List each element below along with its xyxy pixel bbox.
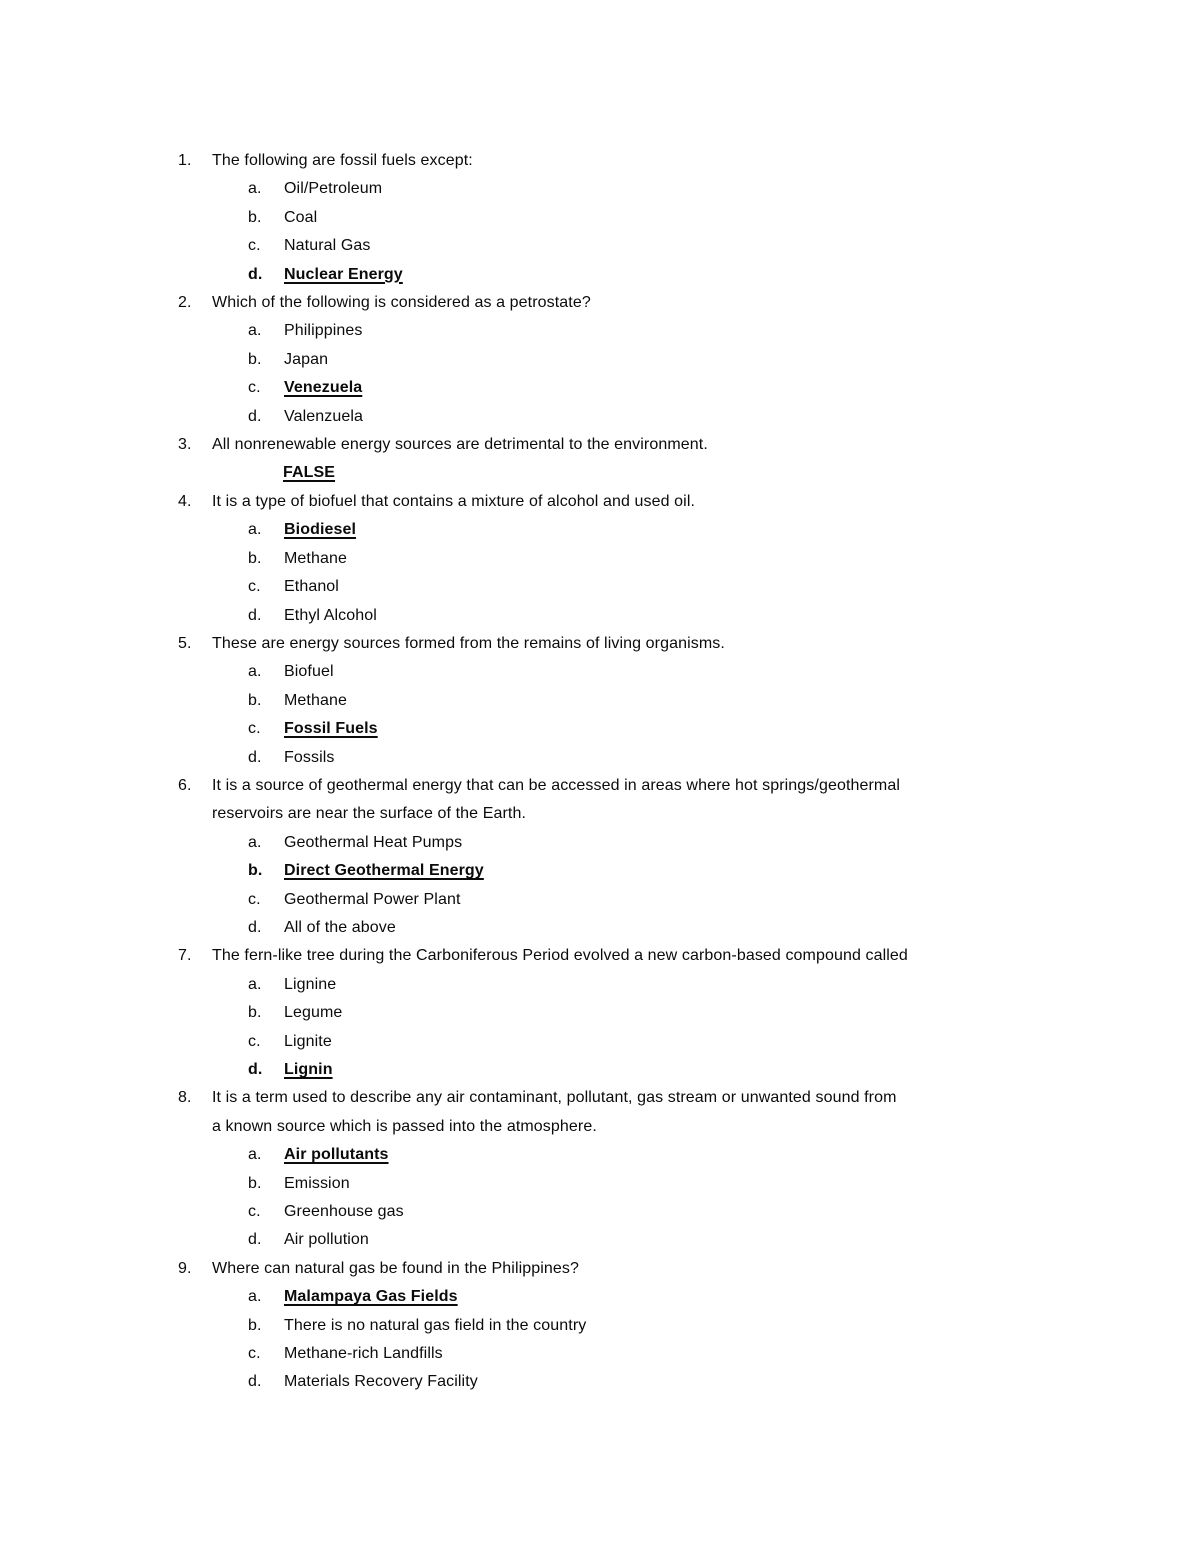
- option-text: Valenzuela: [284, 407, 363, 425]
- option-letter: b.: [248, 1004, 262, 1022]
- option-letter: c.: [248, 1203, 261, 1221]
- question-number: 1.: [178, 152, 192, 169]
- question-text: [212, 630, 1078, 658]
- question-row: [178, 942, 1078, 970]
- options: [178, 829, 1078, 943]
- option-text: Geothermal Heat Pumps: [284, 833, 463, 851]
- option-row: [248, 602, 1078, 630]
- option-letter: d.: [248, 748, 262, 766]
- option-text: Lignite: [284, 1032, 332, 1050]
- question-row: [178, 289, 1078, 317]
- option-text: Geothermal Power Plant: [284, 890, 461, 908]
- option-text: Materials Recovery Facility: [284, 1373, 478, 1391]
- option-text: Fossil Fuels: [284, 720, 378, 738]
- option-letter: d.: [248, 1231, 262, 1249]
- option-text: Coal: [284, 208, 318, 226]
- option-text: Biodiesel: [284, 521, 357, 539]
- option-text: Ethyl Alcohol: [284, 606, 377, 624]
- question-number: 4.: [178, 492, 192, 510]
- question-item: [178, 942, 1078, 1084]
- question-item: [178, 630, 1078, 772]
- option-letter: c.: [248, 720, 261, 738]
- option-letter: a.: [248, 1146, 262, 1164]
- question-row: [178, 1255, 1078, 1283]
- question-text-line: Which of the following is considered as a petrostate?: [212, 294, 591, 312]
- question-row: [178, 630, 1078, 658]
- options: [178, 317, 1078, 431]
- question-row: [178, 431, 1078, 459]
- option-letter: c.: [248, 379, 261, 397]
- question-row: [178, 488, 1078, 516]
- option-letter: a.: [248, 833, 262, 851]
- option-letter: c.: [248, 578, 261, 596]
- option-row: [248, 1198, 1078, 1226]
- question-text-line: The fern-like tree during the Carboniferous Period evolved a new carbon-based compound called: [212, 947, 908, 965]
- option-letter: a.: [248, 1288, 262, 1306]
- option-text: There is no natural gas field in the country: [284, 1316, 587, 1334]
- option-letter: c.: [248, 1345, 261, 1363]
- option-text: Air pollutants: [284, 1146, 389, 1164]
- question-number: 5.: [178, 634, 192, 652]
- question-number: 9.: [178, 1259, 192, 1277]
- options: [178, 175, 1078, 289]
- option-row: [248, 346, 1078, 374]
- option-letter: c.: [248, 237, 261, 255]
- option-text: Lignine: [284, 975, 337, 993]
- option-row: [248, 999, 1078, 1027]
- question-item: [178, 289, 1078, 431]
- option-row: [248, 573, 1078, 601]
- option-letter: d.: [248, 1373, 262, 1391]
- question-text: [212, 147, 1078, 175]
- options: [178, 658, 1078, 772]
- option-row: [248, 857, 1078, 885]
- option-letter: a.: [248, 663, 262, 681]
- question-text-line: These are energy sources formed from the remains of living organisms.: [212, 634, 725, 652]
- question-text-line: Where can natural gas be found in the Philippines?: [212, 1259, 580, 1277]
- option-row: [248, 829, 1078, 857]
- option-letter: b.: [248, 1316, 262, 1334]
- option-row: [248, 886, 1078, 914]
- question-number: 8.: [178, 1089, 192, 1107]
- option-row: [248, 1312, 1078, 1340]
- option-letter: a.: [248, 180, 262, 198]
- option-text: Oil/Petroleum: [284, 180, 383, 198]
- question-text: [212, 1255, 1078, 1283]
- option-text: Air pollution: [284, 1231, 369, 1249]
- question-item: [178, 147, 1078, 289]
- option-text: Legume: [284, 1004, 343, 1022]
- option-letter: d.: [248, 606, 262, 624]
- option-text: Natural Gas: [284, 237, 371, 255]
- option-letter: d.: [248, 265, 263, 283]
- question-text-line: It is a type of biofuel that contains a mixture of alcohol and used oil.: [212, 492, 696, 510]
- option-text: Biofuel: [284, 663, 334, 681]
- options: [178, 1141, 1078, 1255]
- option-row: [248, 374, 1078, 402]
- option-row: [248, 403, 1078, 431]
- question-number: 7.: [178, 947, 192, 965]
- question-list: [178, 147, 1078, 1397]
- option-text: Ethanol: [284, 578, 339, 596]
- option-row: [248, 687, 1078, 715]
- options: [178, 971, 1078, 1085]
- question-text: [212, 488, 1078, 516]
- option-letter: b.: [248, 350, 262, 368]
- option-letter: b.: [248, 862, 263, 880]
- option-row: [248, 1141, 1078, 1169]
- option-row: [248, 1170, 1078, 1198]
- question-text-line: All nonrenewable energy sources are detrimental to the environment.: [212, 436, 708, 454]
- options: [178, 1283, 1078, 1397]
- option-row: [248, 914, 1078, 942]
- question-number: 3.: [178, 436, 192, 454]
- option-letter: a.: [248, 521, 262, 539]
- question-text: [212, 772, 1078, 829]
- option-row: [248, 232, 1078, 260]
- option-letter: b.: [248, 208, 262, 226]
- true-false-answer: FALSE: [283, 464, 336, 482]
- option-row: [248, 545, 1078, 573]
- option-text: Venezuela: [284, 379, 363, 397]
- option-row: [248, 1368, 1078, 1396]
- question-text-line: The following are fossil fuels except:: [212, 152, 473, 169]
- option-letter: b.: [248, 1174, 262, 1192]
- question-text-line: It is a source of geothermal energy that can be accessed in areas where hot springs/geothermal: [212, 776, 901, 794]
- question-number: 2.: [178, 294, 192, 312]
- option-letter: a.: [248, 322, 262, 340]
- question-text: [212, 289, 1078, 317]
- option-text: Methane-rich Landfills: [284, 1345, 443, 1363]
- option-text: Malampaya Gas Fields: [284, 1288, 458, 1306]
- question-item: [178, 772, 1078, 942]
- option-row: [248, 1226, 1078, 1254]
- option-row: [248, 1283, 1078, 1311]
- question-text-line: It is a term used to describe any air contaminant, pollutant, gas stream or unwanted sound from: [212, 1089, 897, 1107]
- option-row: [248, 1028, 1078, 1056]
- question-item: [178, 1084, 1078, 1254]
- question-item: [178, 488, 1078, 630]
- option-letter: c.: [248, 1032, 261, 1050]
- option-text: Philippines: [284, 322, 363, 340]
- option-text: Japan: [284, 350, 329, 368]
- option-text: Methane: [284, 549, 347, 567]
- option-letter: c.: [248, 890, 261, 908]
- option-letter: d.: [248, 1061, 263, 1078]
- question-row: [178, 147, 1078, 175]
- quiz-content: [178, 147, 1078, 1397]
- option-text: Nuclear Energy: [284, 265, 403, 283]
- option-row: [248, 1056, 1078, 1084]
- options: [178, 516, 1078, 630]
- question-row: [178, 772, 1078, 829]
- option-row: [248, 261, 1078, 289]
- option-text: Direct Geothermal Energy: [284, 862, 484, 880]
- option-letter: d.: [248, 407, 262, 425]
- question-text: [212, 1084, 1078, 1141]
- question-item: [178, 1255, 1078, 1397]
- question-text-line: reservoirs are near the surface of the Earth.: [212, 805, 526, 823]
- question-text: [212, 942, 1078, 970]
- option-text: Lignin: [284, 1061, 333, 1078]
- option-letter: b.: [248, 549, 262, 567]
- option-text: Emission: [284, 1174, 350, 1192]
- question-row: [178, 1084, 1078, 1141]
- option-letter: b.: [248, 691, 262, 709]
- option-row: [248, 1340, 1078, 1368]
- question-text-line: a known source which is passed into the atmosphere.: [212, 1117, 597, 1135]
- option-row: [248, 744, 1078, 772]
- option-row: [248, 971, 1078, 999]
- option-row: [248, 175, 1078, 203]
- option-text: Fossils: [284, 748, 335, 766]
- option-letter: a.: [248, 975, 262, 993]
- option-row: [248, 658, 1078, 686]
- option-row: [248, 317, 1078, 345]
- option-text: All of the above: [284, 918, 396, 936]
- option-row: [248, 516, 1078, 544]
- option-text: Greenhouse gas: [284, 1203, 404, 1221]
- option-letter: d.: [248, 918, 262, 936]
- option-text: Methane: [284, 691, 347, 709]
- question-number: 6.: [178, 776, 192, 794]
- option-row: [248, 204, 1078, 232]
- option-row: [248, 715, 1078, 743]
- question-item: [178, 431, 1078, 488]
- question-text: [212, 431, 1078, 459]
